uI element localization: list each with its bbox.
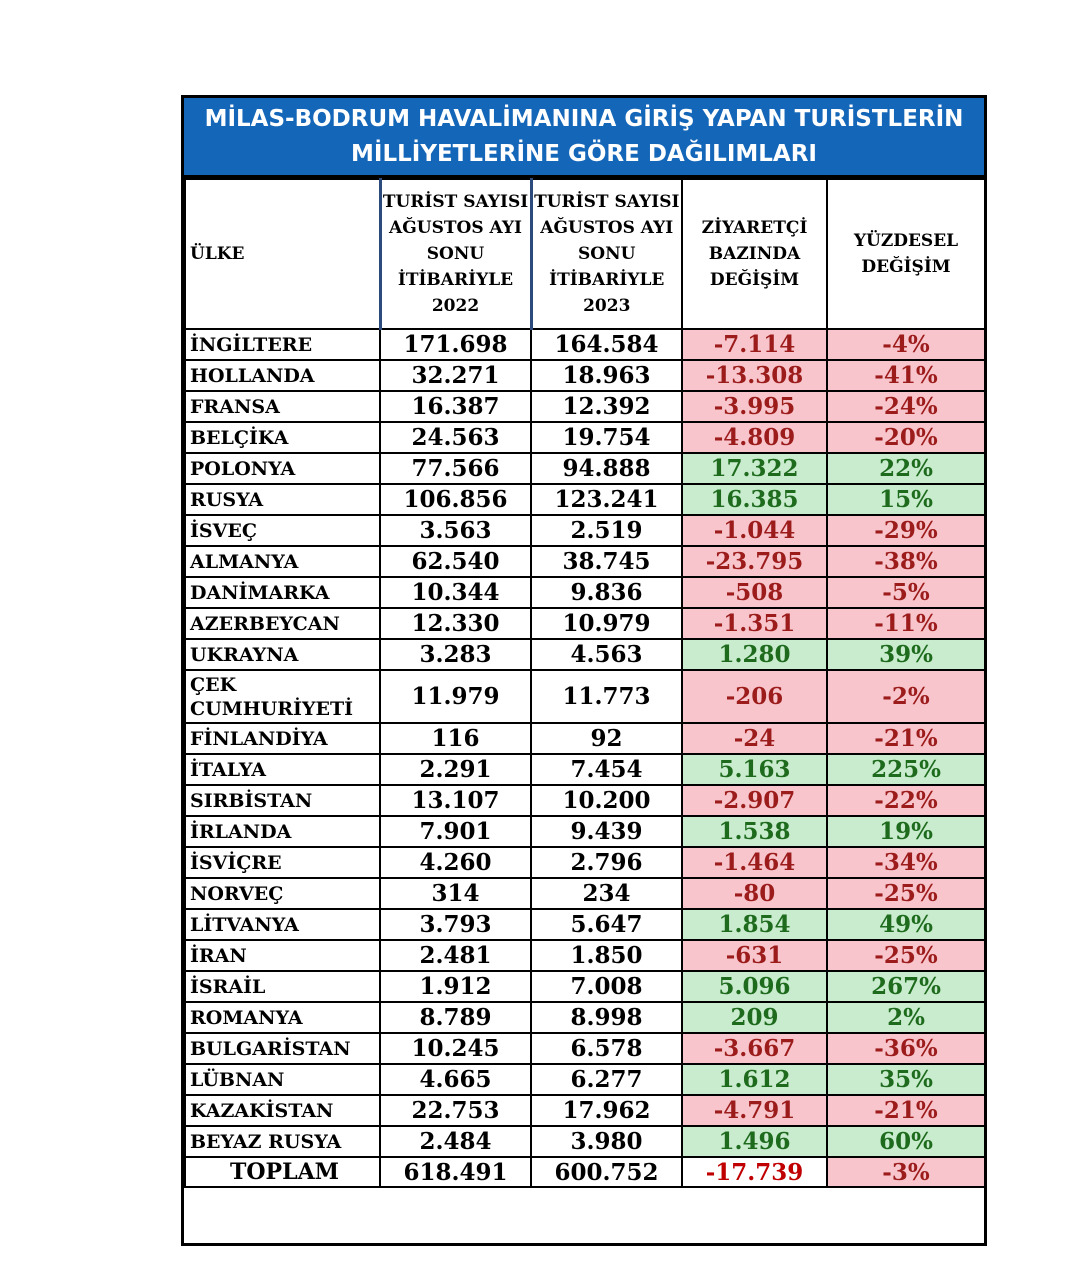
change-cell: -1.464: [682, 847, 827, 878]
percent-cell: -25%: [827, 940, 985, 971]
change-cell: -3.995: [682, 391, 827, 422]
value-2022-cell: 10.344: [380, 577, 531, 608]
header-2022: [380, 179, 531, 329]
change-cell: 1.496: [682, 1126, 827, 1157]
value-2023-cell: 123.241: [531, 484, 682, 515]
country-cell: BELÇİKA: [185, 422, 380, 453]
value-2023-cell: 9.439: [531, 816, 682, 847]
percent-cell: 2%: [827, 1002, 985, 1033]
value-2022-cell: 3.793: [380, 909, 531, 940]
total-percent: -3%: [827, 1157, 985, 1187]
country-cell: İSVEÇ: [185, 515, 380, 546]
value-2022-cell: 16.387: [380, 391, 531, 422]
percent-cell: 60%: [827, 1126, 985, 1157]
table-row: [185, 329, 985, 360]
change-cell: -631: [682, 940, 827, 971]
percent-cell: -36%: [827, 1033, 985, 1064]
percent-cell: -24%: [827, 391, 985, 422]
percent-cell: -5%: [827, 577, 985, 608]
table-row: [185, 422, 985, 453]
country-cell: İRAN: [185, 940, 380, 971]
value-2022-cell: 4.665: [380, 1064, 531, 1095]
percent-cell: 225%: [827, 754, 985, 785]
change-cell: -1.351: [682, 608, 827, 639]
value-2022-cell: 171.698: [380, 329, 531, 360]
change-cell: -1.044: [682, 515, 827, 546]
change-cell: 16.385: [682, 484, 827, 515]
table-row: [185, 878, 985, 909]
change-cell: -24: [682, 723, 827, 754]
header-change-line: ZİYARETÇİ: [701, 218, 808, 238]
country-cell: NORVEÇ: [185, 878, 380, 909]
country-cell: İSRAİL: [185, 971, 380, 1002]
value-2023-cell: 3.980: [531, 1126, 682, 1157]
value-2023-cell: 2.796: [531, 847, 682, 878]
percent-cell: 35%: [827, 1064, 985, 1095]
change-cell: 1.538: [682, 816, 827, 847]
percent-cell: -41%: [827, 360, 985, 391]
country-cell: SIRBİSTAN: [185, 785, 380, 816]
header-2022-line: İTİBARİYLE: [397, 270, 514, 290]
country-cell: BEYAZ RUSYA: [185, 1126, 380, 1157]
header-2022-line: AĞUSTOS AYI: [389, 218, 522, 238]
change-cell: -2.907: [682, 785, 827, 816]
value-2022-cell: 3.283: [380, 639, 531, 670]
table-row: [185, 484, 985, 515]
country-cell: ÇEK CUMHURİYETİ: [185, 670, 380, 723]
table-row: [185, 360, 985, 391]
change-cell: -80: [682, 878, 827, 909]
header-2023-line: AĞUSTOS AYI: [540, 218, 674, 238]
header-percent-line: DEĞİŞİM: [861, 257, 951, 277]
title-line-1: MİLAS-BODRUM HAVALİMANINA GİRİŞ YAPAN TURİSTLERİN: [204, 106, 964, 132]
value-2022-cell: 116: [380, 723, 531, 754]
table-row: [185, 971, 985, 1002]
change-cell: -7.114: [682, 329, 827, 360]
value-2022-cell: 11.979: [380, 670, 531, 723]
country-cell: UKRAYNA: [185, 639, 380, 670]
country-cell: İNGİLTERE: [185, 329, 380, 360]
value-2022-cell: 2.291: [380, 754, 531, 785]
value-2022-cell: 1.912: [380, 971, 531, 1002]
table-row: [185, 577, 985, 608]
change-cell: 1.854: [682, 909, 827, 940]
change-cell: -13.308: [682, 360, 827, 391]
change-cell: -4.809: [682, 422, 827, 453]
country-cell: ROMANYA: [185, 1002, 380, 1033]
table-row: [185, 909, 985, 940]
change-cell: -23.795: [682, 546, 827, 577]
table-row: [185, 546, 985, 577]
header-2023-line: 2023: [583, 296, 631, 316]
table-row: [185, 1126, 985, 1157]
value-2022-cell: 13.107: [380, 785, 531, 816]
value-2023-cell: 1.850: [531, 940, 682, 971]
country-cell: İSVİÇRE: [185, 847, 380, 878]
value-2023-cell: 5.647: [531, 909, 682, 940]
value-2023-cell: 19.754: [531, 422, 682, 453]
table-row: [185, 847, 985, 878]
change-cell: 1.280: [682, 639, 827, 670]
table-row: [185, 1095, 985, 1126]
value-2022-cell: 314: [380, 878, 531, 909]
value-2023-cell: 10.979: [531, 608, 682, 639]
total-row: [185, 1157, 985, 1187]
value-2023-cell: 18.963: [531, 360, 682, 391]
value-2023-cell: 94.888: [531, 453, 682, 484]
value-2022-cell: 2.481: [380, 940, 531, 971]
country-cell: FRANSA: [185, 391, 380, 422]
table-row: [185, 608, 985, 639]
country-cell: İTALYA: [185, 754, 380, 785]
value-2022-cell: 32.271: [380, 360, 531, 391]
percent-cell: -11%: [827, 608, 985, 639]
change-cell: 1.612: [682, 1064, 827, 1095]
value-2022-cell: 2.484: [380, 1126, 531, 1157]
value-2022-cell: 3.563: [380, 515, 531, 546]
table-row: [185, 391, 985, 422]
change-cell: -3.667: [682, 1033, 827, 1064]
table-row: [185, 515, 985, 546]
percent-cell: -21%: [827, 1095, 985, 1126]
country-cell: LÜBNAN: [185, 1064, 380, 1095]
value-2023-cell: 9.836: [531, 577, 682, 608]
change-cell: 5.163: [682, 754, 827, 785]
country-cell: ALMANYA: [185, 546, 380, 577]
value-2022-cell: 8.789: [380, 1002, 531, 1033]
table-row: [185, 1002, 985, 1033]
value-2022-cell: 10.245: [380, 1033, 531, 1064]
percent-cell: 267%: [827, 971, 985, 1002]
table-row: [185, 816, 985, 847]
percent-cell: -34%: [827, 847, 985, 878]
header-country: ÜLKE: [185, 179, 380, 329]
percent-cell: 39%: [827, 639, 985, 670]
header-2023: [531, 179, 682, 329]
country-cell: DANİMARKA: [185, 577, 380, 608]
country-cell: FİNLANDİYA: [185, 723, 380, 754]
total-2022: 618.491: [380, 1157, 531, 1187]
country-cell: AZERBEYCAN: [185, 608, 380, 639]
value-2023-cell: 234: [531, 878, 682, 909]
header-change-line: DEĞİŞİM: [709, 270, 800, 290]
header-2023-line: İTİBARİYLE: [549, 270, 665, 290]
table-row: [185, 639, 985, 670]
country-cell: POLONYA: [185, 453, 380, 484]
total-label: TOPLAM: [185, 1157, 380, 1187]
country-cell: BULGARİSTAN: [185, 1033, 380, 1064]
tourist-table: [181, 95, 987, 1246]
header-2022-line: TURİST SAYISI: [382, 192, 529, 212]
table-row: [185, 754, 985, 785]
change-cell: -206: [682, 670, 827, 723]
header-change: [682, 179, 827, 329]
table-row: [185, 1064, 985, 1095]
header-percent-line: YÜZDESEL: [853, 231, 959, 251]
table-row: [185, 723, 985, 754]
value-2023-cell: 4.563: [531, 639, 682, 670]
percent-cell: -4%: [827, 329, 985, 360]
table-title: [184, 98, 984, 178]
value-2022-cell: 12.330: [380, 608, 531, 639]
header-change-line: BAZINDA: [708, 244, 801, 264]
table-row: [185, 1033, 985, 1064]
change-cell: 5.096: [682, 971, 827, 1002]
table-row: [185, 785, 985, 816]
value-2023-cell: 12.392: [531, 391, 682, 422]
country-cell: LİTVANYA: [185, 909, 380, 940]
percent-cell: -38%: [827, 546, 985, 577]
value-2022-cell: 106.856: [380, 484, 531, 515]
change-cell: -508: [682, 577, 827, 608]
percent-cell: 15%: [827, 484, 985, 515]
percent-cell: -29%: [827, 515, 985, 546]
value-2023-cell: 2.519: [531, 515, 682, 546]
percent-cell: 22%: [827, 453, 985, 484]
country-cell: HOLLANDA: [185, 360, 380, 391]
percent-cell: -20%: [827, 422, 985, 453]
change-cell: 209: [682, 1002, 827, 1033]
table-row: [185, 453, 985, 484]
value-2023-cell: 8.998: [531, 1002, 682, 1033]
percent-cell: -25%: [827, 878, 985, 909]
table-row: [185, 670, 985, 723]
value-2023-cell: 10.200: [531, 785, 682, 816]
value-2022-cell: 24.563: [380, 422, 531, 453]
percent-cell: 49%: [827, 909, 985, 940]
title-line-2: MİLLİYETLERİNE GÖRE DAĞILIMLARI: [351, 141, 817, 167]
header-percent: [827, 179, 985, 329]
data-table: [184, 178, 986, 1188]
header-2022-line: 2022: [431, 296, 480, 316]
value-2023-cell: 92: [531, 723, 682, 754]
percent-cell: 19%: [827, 816, 985, 847]
table-body: [185, 329, 985, 1187]
header-2022-line: SONU: [426, 244, 485, 264]
total-2023: 600.752: [531, 1157, 682, 1187]
country-cell: KAZAKİSTAN: [185, 1095, 380, 1126]
value-2023-cell: 164.584: [531, 329, 682, 360]
country-cell: İRLANDA: [185, 816, 380, 847]
value-2023-cell: 7.008: [531, 971, 682, 1002]
percent-cell: -2%: [827, 670, 985, 723]
change-cell: -4.791: [682, 1095, 827, 1126]
value-2023-cell: 11.773: [531, 670, 682, 723]
change-cell: 17.322: [682, 453, 827, 484]
value-2023-cell: 38.745: [531, 546, 682, 577]
table-row: [185, 940, 985, 971]
value-2022-cell: 77.566: [380, 453, 531, 484]
value-2022-cell: 62.540: [380, 546, 531, 577]
country-cell: RUSYA: [185, 484, 380, 515]
value-2023-cell: 7.454: [531, 754, 682, 785]
value-2022-cell: 4.260: [380, 847, 531, 878]
header-2023-line: TURİST SAYISI: [534, 192, 680, 212]
header-row: [185, 179, 985, 329]
value-2023-cell: 17.962: [531, 1095, 682, 1126]
value-2023-cell: 6.277: [531, 1064, 682, 1095]
value-2022-cell: 7.901: [380, 816, 531, 847]
percent-cell: -22%: [827, 785, 985, 816]
value-2022-cell: 22.753: [380, 1095, 531, 1126]
percent-cell: -21%: [827, 723, 985, 754]
total-change: -17.739: [682, 1157, 827, 1187]
header-2023-line: SONU: [578, 244, 636, 264]
value-2023-cell: 6.578: [531, 1033, 682, 1064]
